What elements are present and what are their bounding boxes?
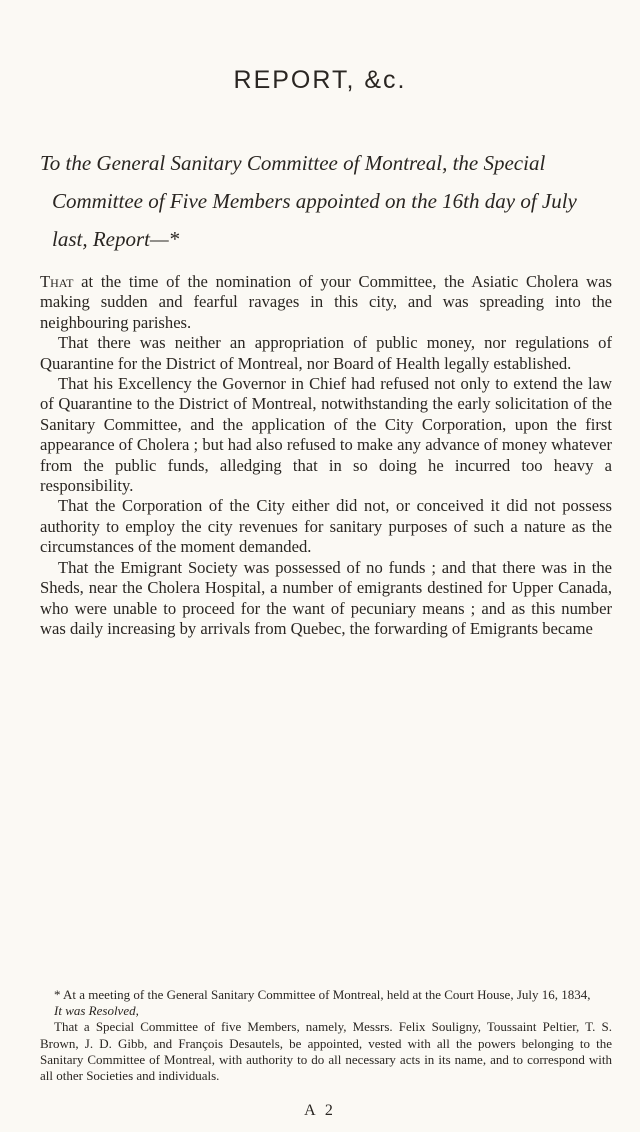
footnote-meeting: * At a meeting of the General Sanitary Committee of Montreal, held at the Court House, July 16, 1834, <box>54 987 591 1002</box>
paragraph-1-lead: That <box>40 272 74 291</box>
addressee-heading: To the General Sanitary Committee of Montreal, the Special Committee of Five Members appointed on the 16th day of July last, Report—* <box>40 151 577 251</box>
footnote-resolution: That a Special Committee of five Members, namely, Messrs. Felix Souligny, Toussaint Peltier, T. S. Brown, J. D. Gibb, and François Desautels, be appointed, vested with all the powers belonging to the Sanitary Committee of Montreal, with authority to do all necessary acts in its name, and to correspond with all other Societies and individuals. <box>40 1019 612 1084</box>
footnote-resolved: It was Resolved, <box>54 1003 139 1019</box>
paragraph-4: That the Corporation of the City either did not, or conceived it did not possess authority to employ the city revenues for sanitary purposes of such a nature as the circumstances of the moment demanded. <box>40 496 612 557</box>
page-title: REPORT, &c. <box>233 66 407 94</box>
paragraph-5: That the Emigrant Society was possessed of no funds ; and that there was in the Sheds, near the Cholera Hospital, a number of emigrants destined for Upper Canada, who were unable to proceed for the want of pecuniary means ; and as this number was daily increasing by arrivals from Quebec, the forwarding of Emigrants became <box>40 557 612 638</box>
report-body <box>40 272 612 639</box>
paragraph-3: That his Excellency the Governor in Chief had refused not only to extend the law of Quarantine to the District of Montreal, notwithstanding the early solicitation of the Sanitary Committee, and the application of the City Corporation, upon the first appearance of Cholera ; but had also refused to make any advance of money whatever from the public funds, alledging that in so doing he incurred too heavy a responsibility. <box>40 374 612 496</box>
paragraph-1-text: at the time of the nomination of your Committee, the Asiatic Cholera was making sudden and fearful ravages in this city, and was spreading into the neighbouring parishes. <box>40 272 612 332</box>
footnote <box>40 987 612 1084</box>
paragraph-1 <box>40 272 612 333</box>
signature-mark: A 2 <box>304 1102 336 1119</box>
paragraph-2: That there was neither an appropriation of public money, nor regulations of Quarantine for the District of Montreal, nor Board of Health legally established. <box>40 333 612 373</box>
